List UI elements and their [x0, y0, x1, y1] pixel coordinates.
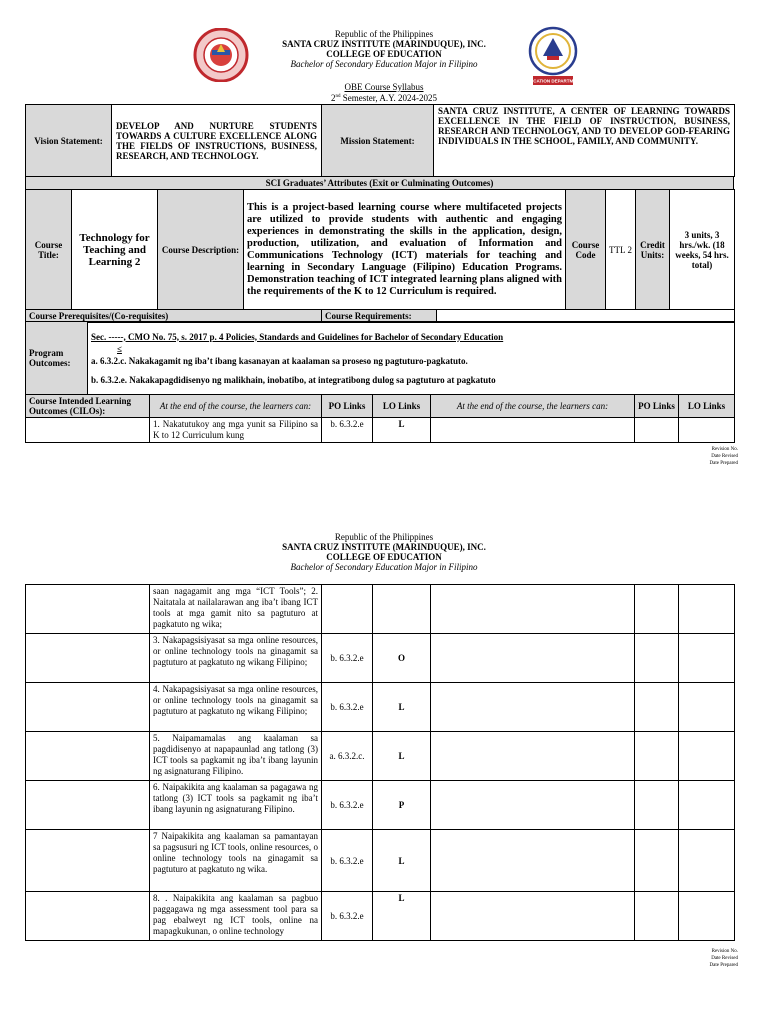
cilo-empty-cell — [679, 634, 735, 683]
requirements-label: Course Requirements: — [322, 310, 437, 323]
vision-text: DEVELOP AND NURTURE STUDENTS TOWARDS A CULTURE EXCELLENCE ALONG THE FIELDS OF INSTRUCTIONS, BUSINESS, RESEARCH, AND TECHNOLOGY. — [112, 105, 322, 177]
cilo-po-link: b. 6.3.2.e — [322, 634, 373, 683]
revision-info — [710, 446, 738, 467]
cilo-empty-cell — [26, 683, 150, 732]
cilo-outcome-text: 8. . Naipakikita ang kaalaman sa pagbuo paggagawa ng mga assessment tool para sa pag ebalweyt ng ICT tools, online na mapagkukunan, o online technology — [150, 892, 322, 941]
course-description: This is a project-based learning course where multifaceted projects are utilized to provide students with authentic and engaging experiences in demonstrating the skills in the application, design, production, utilization, and evaluation of Information and Communications Technology (ICT) materials for teaching and learning in Secondary Language (Filipino) Education Programs. Demonstration teaching of ICT integrated learning plans aligned with the requirements of the K to 12 Curriculum is required. — [244, 190, 566, 310]
table-row — [26, 418, 735, 443]
cilo-empty-cell — [431, 781, 635, 830]
course-info-table — [25, 189, 735, 310]
cilo-lo-link: L — [373, 892, 431, 941]
cilo-empty-cell — [635, 418, 679, 443]
cilo-lo-link: L — [373, 683, 431, 732]
cilo-outcome-text: saan nagagamit ang mga “ICT Tools”; 2. Naitatala at nailalarawan ang iba’t ibang ICT tools at mga gamit nito sa pagtuturo at pagkatuto ng wika; — [150, 585, 322, 634]
cilo-empty-cell — [635, 683, 679, 732]
college-name: COLLEGE OF EDUCATION — [326, 552, 442, 562]
cilo-empty-cell — [26, 830, 150, 892]
cilo-empty-cell — [26, 892, 150, 941]
cilo-col-learners: At the end of the course, the learners can: — [150, 395, 322, 418]
cilo-col-po-links: PO Links — [322, 395, 373, 418]
page-header-2 — [0, 532, 768, 572]
cilo-empty-cell — [26, 418, 150, 443]
date-revised: Date Revised — [711, 956, 738, 961]
syllabus-title-block — [0, 82, 768, 103]
cilo-empty-cell — [26, 585, 150, 634]
cilo-col-learners-2: At the end of the course, the learners can: — [431, 395, 635, 418]
cilo-empty-cell — [26, 634, 150, 683]
vision-mission-table — [25, 104, 735, 177]
semester-ordinal: 2 — [331, 93, 336, 103]
cilo-empty-cell — [431, 830, 635, 892]
cilo-empty-cell — [431, 683, 635, 732]
cilo-empty-cell — [679, 781, 735, 830]
semester-line — [0, 92, 768, 103]
cilo-col-lo-links-2: LO Links — [679, 395, 735, 418]
date-revised: Date Revised — [711, 454, 738, 459]
mission-text: SANTA CRUZ INSTITUTE, A CENTER OF LEARNING TOWARDS EXCELLENCE IN THE FIELD OF INSTRUCTION, BUSINESS, RESEARCH AND TECHNOLOGY, AND TO DEVELOP GOD-FEARING INDIVIDUALS IN THE SCHOOL, FAMILY, AND COMMUNITY. — [434, 105, 735, 177]
cilo-col-po-links-2: PO Links — [635, 395, 679, 418]
date-prepared: Date Prepared — [709, 963, 738, 968]
cilo-empty-cell — [635, 830, 679, 892]
cilo-empty-cell — [635, 732, 679, 781]
program-outcome-a: a. 6.3.2.c. Nakakagamit ng iba’t ibang kasanayan at kaalaman sa proseso ng pagtuturo-pagkatuto. — [91, 355, 468, 366]
cilo-empty-cell — [635, 781, 679, 830]
cilo-po-link: b. 6.3.2.e — [322, 892, 373, 941]
table-row — [26, 892, 735, 941]
cilo-outcome-text: 6. Naipakikita ang kaalaman sa pagagawa ng tatlong (3) ICT tools sa pagkamit ng iba’t ibang layunin ng asignaturang Filipino. — [150, 781, 322, 830]
table-row — [26, 732, 735, 781]
cilo-outcome-text: 4. Nakapagsisiyasat sa mga online resources, or online technology tools na ginagamit sa pagtuturo at pagkatuto ng wikang Filipino; — [150, 683, 322, 732]
cilo-table-page-2 — [25, 584, 735, 941]
cilo-empty-cell — [679, 830, 735, 892]
cilo-col-lo-links: LO Links — [373, 395, 431, 418]
cilo-empty-cell — [679, 585, 735, 634]
cilo-outcome-text: 3. Nakapagsisiyasat sa mga online resources, or online technology tools na ginagamit sa pagtuturo at pagkatuto ng wikang Filipino; — [150, 634, 322, 683]
cilo-po-link — [322, 585, 373, 634]
cilo-empty-cell — [431, 732, 635, 781]
graduate-attributes-heading: SCI Graduates’ Attributes (Exit or Culminating Outcomes) — [26, 177, 734, 190]
cilo-empty-cell — [679, 732, 735, 781]
cilo-empty-cell — [635, 585, 679, 634]
table-row — [26, 683, 735, 732]
syllabus-page-2 — [0, 505, 768, 1024]
table-row — [26, 830, 735, 892]
prerequisites-label: Course Prerequisites/(Co-requisites) — [26, 310, 322, 323]
course-code: TTL 2 — [606, 190, 636, 310]
revision-info-2 — [710, 948, 738, 969]
program-outcomes-label: Program Outcomes: — [26, 322, 88, 395]
cilo-outcome-text: 1. Nakatutukoy ang mga yunit sa Filipino sa K to 12 Curriculum kung — [150, 418, 322, 443]
course-description-label: Course Description: — [158, 190, 244, 310]
program-outcomes-content — [88, 322, 735, 395]
cilo-po-link: b. 6.3.2.e — [322, 418, 373, 443]
semester-text: Semester, A.Y. 2024-2025 — [340, 93, 437, 103]
cilo-outcome-text: 7 Naipakikita ang kaalaman sa pamantayan sa pagsusuri ng ICT tools, online resources, o online technology tools na ginagamit sa pagtuturo at pagkatuto ng wika. — [150, 830, 322, 892]
program-outcomes-reference-extra: ≤ — [117, 343, 122, 354]
cilo-empty-cell — [679, 683, 735, 732]
cilo-outcome-text: 5. Naipamamalas ang kaalaman sa pagdidisenyo at napapaunlad ang tatlong (3) ICT tools sa pagkamit ng iba’t ibang layunin ng asignaturang Filipino. — [150, 732, 322, 781]
credit-units: 3 units, 3 hrs./wk. (18 weeks, 54 hrs. total) — [670, 190, 735, 310]
mission-label: Mission Statement: — [322, 105, 434, 177]
course-code-label: Course Code — [566, 190, 606, 310]
syllabus-page-1 — [0, 0, 768, 480]
cilo-empty-cell — [26, 781, 150, 830]
republic-line: Republic of the Philippines — [334, 29, 434, 39]
cilo-empty-cell — [431, 585, 635, 634]
table-row — [26, 781, 735, 830]
semester-suffix: nd — [335, 94, 341, 99]
cilo-empty-cell — [679, 892, 735, 941]
vision-label: Vision Statement: — [26, 105, 112, 177]
cilo-label: Course Intended Learning Outcomes (CILOs): — [26, 395, 150, 418]
cilo-empty-cell — [431, 892, 635, 941]
institution-name: SANTA CRUZ INSTITUTE (MARINDUQUE), INC. — [282, 542, 486, 552]
cilo-table-page-1 — [25, 394, 735, 443]
revision-no: Revision No. — [711, 949, 738, 954]
cilo-lo-link: O — [373, 634, 431, 683]
program-name: Bachelor of Secondary Education Major in Filipino — [290, 562, 478, 572]
cilo-lo-link — [373, 585, 431, 634]
program-outcomes-reference: Sec. -----, CMO No. 75, s. 2017 p. 4 Policies, Standards and Guidelines for Bachelor of Secondary Education — [91, 331, 504, 342]
education-department-logo-text: EDUCATION DEPARTMENT — [525, 78, 581, 84]
program-name: Bachelor of Secondary Education Major in Filipino — [290, 59, 478, 69]
course-title-label: Course Title: — [26, 190, 72, 310]
cilo-empty-cell — [679, 418, 735, 443]
cilo-empty-cell — [26, 732, 150, 781]
table-row — [26, 634, 735, 683]
institution-name: SANTA CRUZ INSTITUTE (MARINDUQUE), INC. — [282, 39, 486, 49]
cilo-empty-cell — [431, 418, 635, 443]
syllabus-title: OBE Course Syllabus — [344, 82, 424, 92]
cilo-po-link: b. 6.3.2.e — [322, 830, 373, 892]
cilo-empty-cell — [635, 892, 679, 941]
date-prepared: Date Prepared — [709, 461, 738, 466]
course-title: Technology for Teaching and Learning 2 — [72, 190, 158, 310]
revision-no: Revision No. — [711, 447, 738, 452]
table-row — [26, 585, 735, 634]
credit-units-label: Credit Units: — [636, 190, 670, 310]
cilo-po-link: a. 6.3.2.c. — [322, 732, 373, 781]
cilo-po-link: b. 6.3.2.e — [322, 781, 373, 830]
cilo-lo-link: L — [373, 418, 431, 443]
program-outcome-b: b. 6.3.2.e. Nakakapagdidisenyo ng malikhain, inobatibo, at integratibong dulog sa pagtuturo at pagkatuto — [91, 374, 496, 385]
college-name: COLLEGE OF EDUCATION — [326, 49, 442, 59]
program-outcomes-table — [25, 321, 735, 395]
graduate-attributes-table — [25, 176, 734, 190]
cilo-po-link: b. 6.3.2.e — [322, 683, 373, 732]
cilo-lo-link: P — [373, 781, 431, 830]
cilo-empty-cell — [635, 634, 679, 683]
page-header — [0, 29, 768, 69]
republic-line: Republic of the Philippines — [334, 532, 434, 542]
cilo-lo-link: L — [373, 830, 431, 892]
cilo-empty-cell — [431, 634, 635, 683]
cilo-lo-link: L — [373, 732, 431, 781]
